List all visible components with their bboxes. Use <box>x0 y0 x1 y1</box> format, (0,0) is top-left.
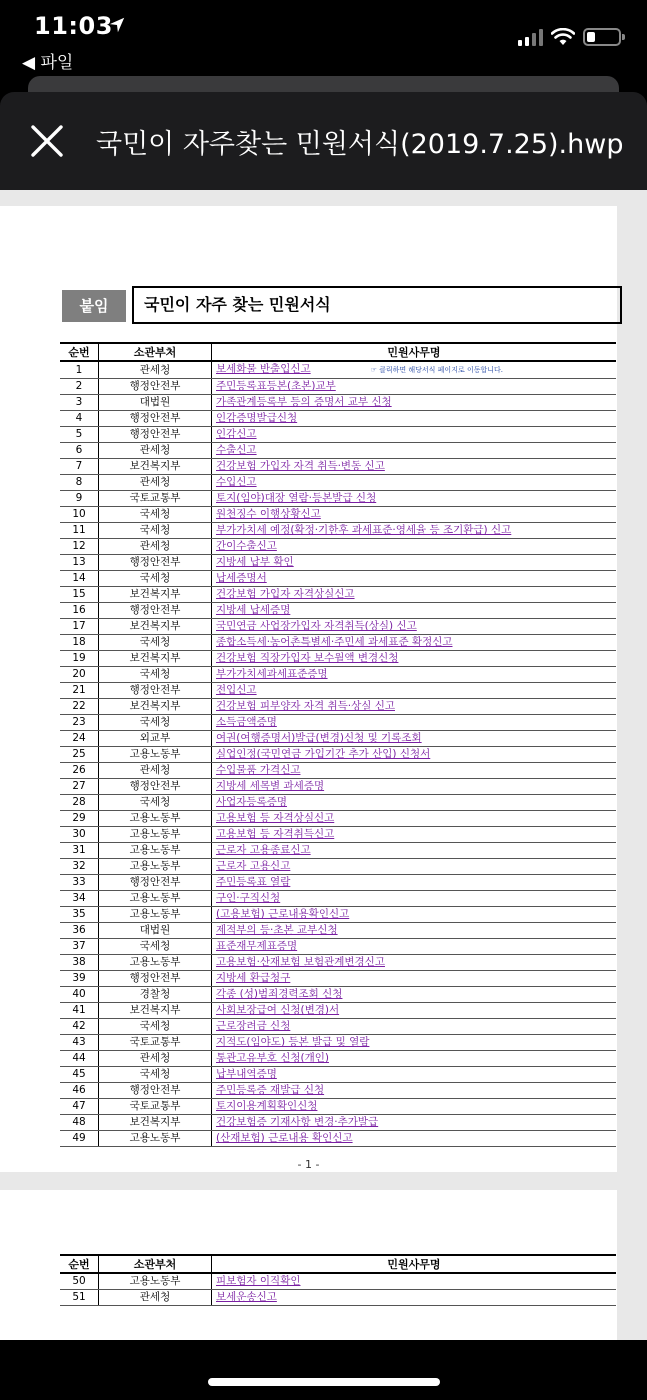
table-row <box>60 715 616 731</box>
table-row <box>60 427 616 443</box>
row-department: 행정안전부 <box>99 1083 212 1099</box>
row-department: 관세청 <box>99 361 212 379</box>
row-department: 고용노동부 <box>99 859 212 875</box>
form-link[interactable]: 여권(여행증명서)발급(변경)신청 및 기록조회 <box>216 732 422 744</box>
row-department: 행정안전부 <box>99 379 212 395</box>
row-department: 고용노동부 <box>99 955 212 971</box>
row-number: 16 <box>60 603 99 619</box>
form-link[interactable]: 보세운송신고 <box>216 1291 277 1303</box>
row-number: 29 <box>60 811 99 827</box>
table-row <box>60 683 616 699</box>
row-number: 21 <box>60 683 99 699</box>
form-link[interactable]: 근로자 고용신고 <box>216 860 291 872</box>
forms-table <box>60 342 616 1147</box>
table-row <box>60 475 616 491</box>
form-link[interactable]: 종합소득세·농어촌특별세·주민세 과세표준 확정신고 <box>216 636 453 648</box>
row-department: 국세청 <box>99 1067 212 1083</box>
table-row <box>60 1290 616 1306</box>
table-row <box>60 651 616 667</box>
row-department: 보건복지부 <box>99 1003 212 1019</box>
table-row <box>60 827 616 843</box>
row-number: 51 <box>60 1290 99 1306</box>
row-department: 국토교통부 <box>99 491 212 507</box>
row-number: 20 <box>60 667 99 683</box>
row-number: 39 <box>60 971 99 987</box>
row-number: 1 <box>60 361 99 379</box>
row-department: 외교부 <box>99 731 212 747</box>
table-row <box>60 395 616 411</box>
row-department: 관세청 <box>99 1051 212 1067</box>
row-number: 3 <box>60 395 99 411</box>
form-link[interactable]: 피보험자 이직확인 <box>216 1275 301 1287</box>
row-department: 보건복지부 <box>99 459 212 475</box>
column-header-no: 순번 <box>60 1255 99 1273</box>
row-number: 22 <box>60 699 99 715</box>
form-link[interactable]: 통관고유부호 신청(개인) <box>216 1052 329 1064</box>
table-row <box>60 443 616 459</box>
cellular-signal-icon <box>518 28 543 46</box>
row-number: 12 <box>60 539 99 555</box>
table-row <box>60 411 616 427</box>
form-link[interactable]: 각종 (성)범죄경력조회 신청 <box>216 988 343 1000</box>
row-department: 대법원 <box>99 395 212 411</box>
table-row <box>60 587 616 603</box>
close-icon[interactable] <box>28 122 66 160</box>
row-department: 관세청 <box>99 763 212 779</box>
row-number: 46 <box>60 1083 99 1099</box>
row-department: 관세청 <box>99 1290 212 1306</box>
click-hint: ☞ 클릭하면 해당서식 페이지로 이동합니다. <box>370 366 503 374</box>
row-department: 국세청 <box>99 571 212 587</box>
row-number: 42 <box>60 1019 99 1035</box>
row-department: 보건복지부 <box>99 619 212 635</box>
row-department: 고용노동부 <box>99 1273 212 1290</box>
form-link[interactable]: 고용보험·산재보험 보험관계변경신고 <box>216 956 385 968</box>
form-link[interactable]: 건강보험 가입자 자격 취득·변동 신고 <box>216 460 385 472</box>
row-number: 35 <box>60 907 99 923</box>
row-number: 24 <box>60 731 99 747</box>
form-link[interactable]: 지방세 납부 확인 <box>216 556 294 568</box>
row-number: 45 <box>60 1067 99 1083</box>
row-department: 국세청 <box>99 1019 212 1035</box>
row-number: 14 <box>60 571 99 587</box>
table-row <box>60 923 616 939</box>
table-row <box>60 1051 616 1067</box>
row-number: 43 <box>60 1035 99 1051</box>
row-number: 7 <box>60 459 99 475</box>
form-link[interactable]: 지적도(임야도) 등본 발급 및 열람 <box>216 1036 370 1048</box>
table-row <box>60 571 616 587</box>
form-link[interactable]: 소득금액증명 <box>216 716 277 728</box>
row-department: 보건복지부 <box>99 651 212 667</box>
form-link[interactable]: 고용보험 등 자격상실신고 <box>216 812 335 824</box>
column-header-name: 민원사무명 <box>212 1255 617 1273</box>
table-row <box>60 1067 616 1083</box>
document-page-1 <box>0 206 617 1172</box>
row-department: 행정안전부 <box>99 427 212 443</box>
row-number: 19 <box>60 651 99 667</box>
table-row <box>60 1115 616 1131</box>
form-link[interactable]: 가족관계등록부 등의 증명서 교부 신청 <box>216 396 392 408</box>
page-number: - 1 - <box>297 1158 320 1171</box>
table-row <box>60 875 616 891</box>
table-row <box>60 1273 616 1290</box>
table-row <box>60 843 616 859</box>
wifi-icon <box>551 28 575 46</box>
form-link[interactable]: 건강보험증 기재사항 변경·추가발급 <box>216 1116 379 1128</box>
row-number: 9 <box>60 491 99 507</box>
form-link[interactable]: 토지(임야)대장 열람·등본발급 신청 <box>216 492 377 504</box>
row-number: 10 <box>60 507 99 523</box>
row-number: 25 <box>60 747 99 763</box>
table-row <box>60 1083 616 1099</box>
row-number: 38 <box>60 955 99 971</box>
row-number: 36 <box>60 923 99 939</box>
form-link[interactable]: 건강보험 직장가입자 보수월액 변경신청 <box>216 652 399 664</box>
form-link[interactable]: 토지이용계획확인신청 <box>216 1100 318 1112</box>
row-department: 보건복지부 <box>99 699 212 715</box>
row-number: 48 <box>60 1115 99 1131</box>
form-link[interactable]: 지방세 환급청구 <box>216 972 291 984</box>
table-row <box>60 747 616 763</box>
form-link[interactable]: 근로장려금 신청 <box>216 1020 291 1032</box>
form-link[interactable]: 수출신고 <box>216 444 257 456</box>
battery-icon <box>583 28 621 46</box>
row-number: 34 <box>60 891 99 907</box>
row-number: 23 <box>60 715 99 731</box>
row-department: 행정안전부 <box>99 875 212 891</box>
row-number: 2 <box>60 379 99 395</box>
status-time: 11:03 <box>34 12 113 40</box>
row-department: 보건복지부 <box>99 587 212 603</box>
row-department: 국세청 <box>99 507 212 523</box>
table-row <box>60 955 616 971</box>
row-department: 국세청 <box>99 523 212 539</box>
table-row <box>60 939 616 955</box>
table-row <box>60 763 616 779</box>
table-row <box>60 491 616 507</box>
row-department: 국토교통부 <box>99 1035 212 1051</box>
forms-table-continued <box>60 1254 616 1306</box>
column-header-no: 순번 <box>60 343 99 361</box>
table-row <box>60 811 616 827</box>
table-row <box>60 539 616 555</box>
form-link[interactable]: 사업자등록증명 <box>216 796 288 808</box>
form-link[interactable]: 보세화물 반출입신고 <box>216 363 311 375</box>
table-row <box>60 555 616 571</box>
row-number: 4 <box>60 411 99 427</box>
row-department: 경찰청 <box>99 987 212 1003</box>
document-heading: 국민이 자주 찾는 민원서식 <box>132 286 622 324</box>
form-link[interactable]: 건강보험 가입자 자격상실신고 <box>216 588 355 600</box>
row-department: 고용노동부 <box>99 811 212 827</box>
row-number: 26 <box>60 763 99 779</box>
row-department: 국토교통부 <box>99 1099 212 1115</box>
column-header-dept: 소관부처 <box>99 343 212 361</box>
table-row <box>60 361 616 379</box>
table-row <box>60 1131 616 1147</box>
table-row <box>60 971 616 987</box>
form-link[interactable]: 주민등록증 재발급 신청 <box>216 1084 325 1096</box>
form-link[interactable]: 납세증명서 <box>216 572 267 584</box>
row-department: 행정안전부 <box>99 683 212 699</box>
row-number: 27 <box>60 779 99 795</box>
row-department: 국세청 <box>99 635 212 651</box>
form-link[interactable]: 근로자 고용종료신고 <box>216 844 311 856</box>
table-row <box>60 891 616 907</box>
form-link[interactable]: 주민등록표 열람 <box>216 876 291 888</box>
row-number: 28 <box>60 795 99 811</box>
table-row <box>60 1099 616 1115</box>
row-number: 50 <box>60 1273 99 1290</box>
table-row <box>60 1019 616 1035</box>
location-arrow-icon <box>108 16 126 34</box>
form-link[interactable]: 제적부의 등·초본 교부신청 <box>216 924 338 936</box>
form-link[interactable]: 실업인정(국민연금 가입기간 추가 산입) 신청서 <box>216 748 431 760</box>
row-department: 고용노동부 <box>99 843 212 859</box>
row-number: 17 <box>60 619 99 635</box>
form-link[interactable]: 수입신고 <box>216 476 257 488</box>
row-department: 고용노동부 <box>99 747 212 763</box>
form-link[interactable]: 수입물품 가격신고 <box>216 764 301 776</box>
row-department: 고용노동부 <box>99 891 212 907</box>
viewer-header <box>0 92 647 190</box>
document-page-2 <box>0 1190 617 1340</box>
form-link[interactable]: 전입신고 <box>216 684 257 696</box>
row-number: 15 <box>60 587 99 603</box>
form-link[interactable]: 주민등록표등본(초본)교부 <box>216 380 336 392</box>
table-row <box>60 603 616 619</box>
row-department: 고용노동부 <box>99 1131 212 1147</box>
row-number: 49 <box>60 1131 99 1147</box>
form-link[interactable]: 부가가치세과세표준증명 <box>216 668 328 680</box>
table-row <box>60 379 616 395</box>
form-link[interactable]: 간이수출신고 <box>216 540 277 552</box>
table-row <box>60 987 616 1003</box>
row-number: 41 <box>60 1003 99 1019</box>
row-department: 보건복지부 <box>99 1115 212 1131</box>
row-department: 행정안전부 <box>99 411 212 427</box>
table-row <box>60 907 616 923</box>
row-number: 6 <box>60 443 99 459</box>
table-row <box>60 731 616 747</box>
form-link[interactable]: 구인·구직신청 <box>216 892 281 904</box>
table-row <box>60 699 616 715</box>
attachment-badge: 붙임 <box>62 290 126 322</box>
row-number: 32 <box>60 859 99 875</box>
row-department: 행정안전부 <box>99 779 212 795</box>
table-row <box>60 859 616 875</box>
form-link[interactable]: 지방세 세목별 과세증명 <box>216 780 325 792</box>
row-department: 고용노동부 <box>99 827 212 843</box>
table-row <box>60 507 616 523</box>
table-row <box>60 1003 616 1019</box>
form-link[interactable]: (산재보험) 근로내용 확인신고 <box>216 1132 353 1144</box>
row-number: 18 <box>60 635 99 651</box>
row-number: 40 <box>60 987 99 1003</box>
home-indicator[interactable] <box>208 1378 440 1386</box>
row-number: 5 <box>60 427 99 443</box>
row-department: 관세청 <box>99 443 212 459</box>
form-link[interactable]: 고용보험 등 자격취득신고 <box>216 828 335 840</box>
form-link[interactable]: 표준재무제표증명 <box>216 940 298 952</box>
row-department: 행정안전부 <box>99 555 212 571</box>
row-number: 47 <box>60 1099 99 1115</box>
row-number: 30 <box>60 827 99 843</box>
table-row <box>60 635 616 651</box>
row-number: 31 <box>60 843 99 859</box>
form-link[interactable]: 사회보장급여 신청(변경)서 <box>216 1004 340 1016</box>
row-number: 44 <box>60 1051 99 1067</box>
table-row <box>60 523 616 539</box>
form-link[interactable]: 부가가치세 예정(확정·기한후 과세표준·영세율 등 조기환급) 신고 <box>216 524 512 536</box>
row-department: 대법원 <box>99 923 212 939</box>
form-link[interactable]: 납부내역증명 <box>216 1068 277 1080</box>
row-number: 11 <box>60 523 99 539</box>
document-viewer[interactable] <box>0 190 647 1340</box>
table-row <box>60 619 616 635</box>
row-number: 37 <box>60 939 99 955</box>
row-department: 고용노동부 <box>99 907 212 923</box>
table-row <box>60 1035 616 1051</box>
row-department: 국세청 <box>99 795 212 811</box>
form-link[interactable]: 인감증명발급신청 <box>216 412 298 424</box>
row-department: 관세청 <box>99 475 212 491</box>
bottom-bar <box>0 1340 647 1400</box>
table-row <box>60 795 616 811</box>
column-header-name: 민원사무명 <box>212 343 617 361</box>
table-row <box>60 667 616 683</box>
form-link[interactable]: 건강보험 피부양자 자격 취득·상실 신고 <box>216 700 395 712</box>
row-department: 국세청 <box>99 715 212 731</box>
form-link[interactable]: 인감신고 <box>216 428 257 440</box>
column-header-dept: 소관부처 <box>99 1255 212 1273</box>
document-title: 국민이 자주찾는 민원서식(2019.7.25).hwp <box>96 129 624 160</box>
form-link[interactable]: (고용보험) 근로내용확인신고 <box>216 908 350 920</box>
row-department: 관세청 <box>99 539 212 555</box>
row-number: 13 <box>60 555 99 571</box>
row-department: 국세청 <box>99 667 212 683</box>
table-row <box>60 459 616 475</box>
form-link[interactable]: 지방세 납세증명 <box>216 604 291 616</box>
back-to-files-link[interactable]: ◀ 파일 <box>22 53 74 73</box>
row-department: 행정안전부 <box>99 971 212 987</box>
form-link[interactable]: 국민연금 사업장가입자 자격취득(상실) 신고 <box>216 620 417 632</box>
row-department: 행정안전부 <box>99 603 212 619</box>
table-row <box>60 779 616 795</box>
row-department: 국세청 <box>99 939 212 955</box>
row-number: 8 <box>60 475 99 491</box>
row-number: 33 <box>60 875 99 891</box>
form-link[interactable]: 원천징수 이행상황신고 <box>216 508 321 520</box>
